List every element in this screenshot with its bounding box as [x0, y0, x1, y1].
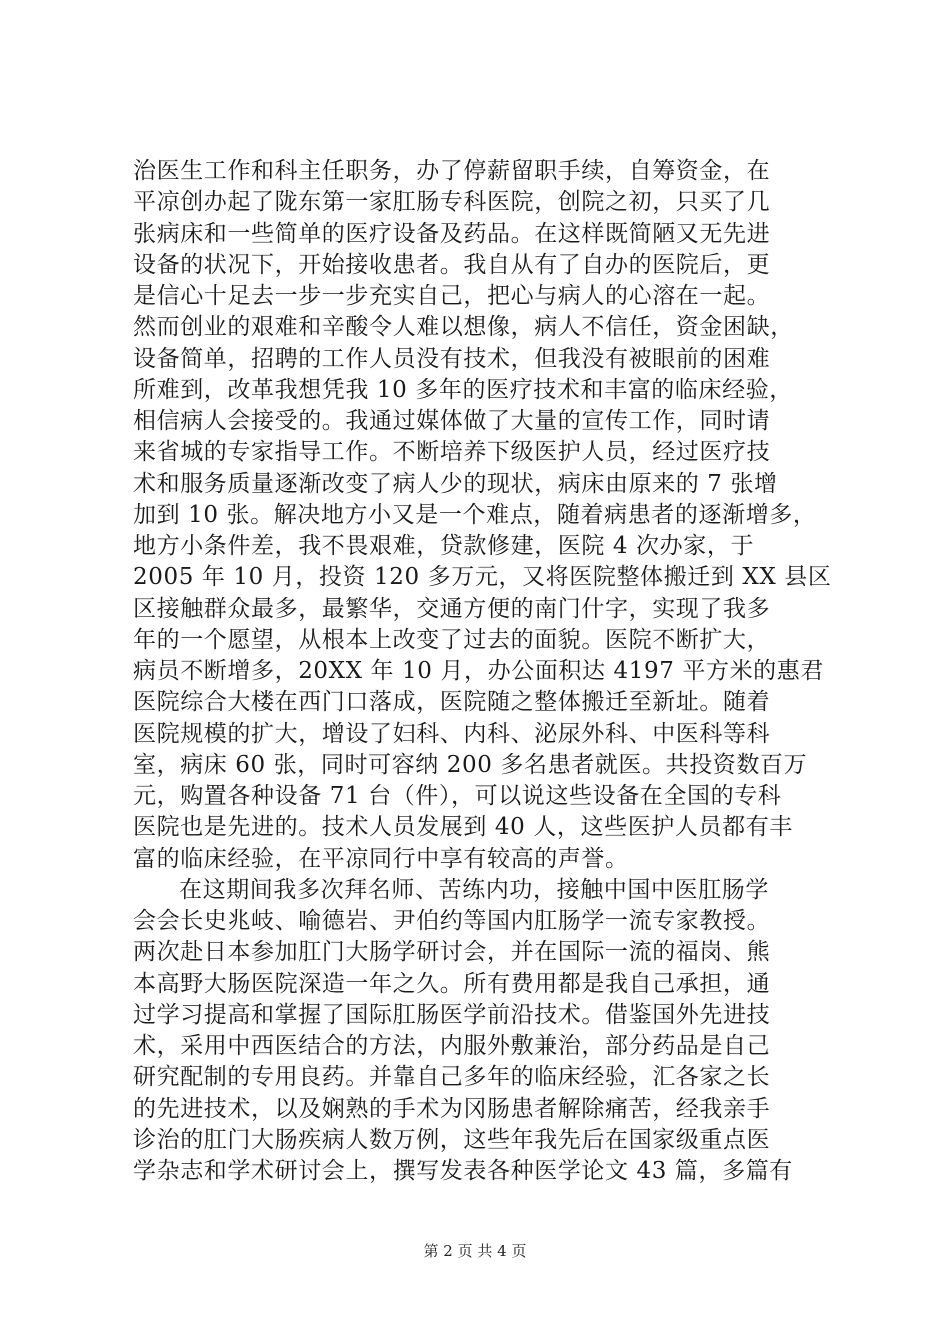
text-line: 学杂志和学术研讨会上，撰写发表各种医学论文 43 篇，多篇有 [133, 1158, 793, 1184]
text-line: 术和服务质量逐渐改变了病人少的现状，病床由原来的 7 张增 [133, 470, 778, 497]
text-line: 加到 10 张。解决地方小又是一个难点，随着病患者的逐渐增多， [133, 501, 817, 528]
text-line: 诊治的肛门大肠疾病人数万例，这些年我先后在国家级重点医 [133, 1126, 771, 1153]
text-line: 术，采用中西医结合的方法，内服外敷兼治，部分药品是自己 [133, 1033, 771, 1059]
text-line: 来省城的专家指导工作。不断培养下级医护人员，经过医疗技 [133, 439, 771, 466]
text-line: 所难到，改革我想凭我 10 多年的医疗技术和丰富的临床经验， [133, 376, 793, 403]
text-line: 室，病床 60 张，同时可容纳 200 多名患者就医。共投资数百万 [133, 751, 808, 778]
text-line: 区接触群众最多，最繁华，交通方便的南门什字，实现了我多 [133, 595, 771, 622]
text-line: 过学习提高和掌握了国际肛肠医学前沿技术。借鉴国外先进技 [133, 1001, 771, 1028]
text-line: 医院也是先进的。技术人员发展到 40 人，这些医护人员都有丰 [133, 814, 793, 841]
text-line: 的先进技术，以及娴熟的手术为冈肠患者解除痛苦，经我亲手 [133, 1095, 771, 1122]
text-line: 病员不断增多，20XX 年 10 月，办公面积达 4197 平方米的惠君 [133, 658, 824, 684]
text-line: 年的一个愿望，从根本上改变了过去的面貌。医院不断扩大， [133, 626, 771, 653]
text-line: 会会长史兆岐、喻德岩、尹伯约等国内肛肠学一流专家教授。 [133, 908, 771, 934]
text-line: 医院规模的扩大，增设了妇科、内科、泌尿外科、中医科等科 [133, 720, 771, 747]
text-line: 相信病人会接受的。我通过媒体做了大量的宣传工作，同时请 [133, 408, 771, 434]
text-line: 是信心十足去一步一步充实自己，把心与病人的心溶在一起。 [133, 283, 771, 309]
text-line: 张病床和一些简单的医疗设备及药品。在这样既简陋又无先进 [133, 220, 771, 247]
text-line: 治医生工作和科主任职务，办了停薪留职手续，自筹资金，在 [133, 158, 771, 184]
text-line: 研究配制的专用良药。并靠自己多年的临床经验，汇各家之长 [133, 1064, 771, 1091]
body-text [133, 156, 832, 1187]
text-line: 医院综合大楼在西门口落成，医院随之整体搬迁至新址。随着 [133, 689, 771, 716]
text-line: 2005 年 10 月，投资 120 多万元，又将医院整体搬迁到 XX 县区 [133, 564, 832, 591]
page-number-footer: 第 2 页 共 4 页 [423, 1242, 527, 1260]
text-line: 然而创业的艰难和辛酸令人难以想像，病人不信任，资金困缺， [133, 314, 794, 341]
paragraph-start-line: 在这期间我多次拜名师、苦练内功，接触中国中医肛肠学 [179, 876, 769, 903]
text-line: 平凉创办起了陇东第一家肛肠专科医院，创院之初，只买了几 [133, 189, 771, 216]
text-line: 本高野大肠医院深造一年之久。所有费用都是我自己承担，通 [133, 970, 771, 997]
text-line: 两次赴日本参加肛门大肠学研讨会，并在国际一流的福岗、熊 [133, 939, 771, 966]
text-line: 元，购置各种设备 71 台（件），可以说这些设备在全国的专科 [133, 783, 782, 809]
text-line: 设备简单，招聘的工作人员没有技术，但我没有被眼前的困难 [133, 345, 771, 372]
text-line: 设备的状况下，开始接收患者。我自从有了自办的医院后，更 [133, 251, 771, 278]
text-line: 地方小条件差，我不畏艰难，贷款修建，医院 4 次办家，于 [133, 533, 755, 559]
text-line: 富的临床经验，在平凉同行中享有较高的声誉。 [133, 845, 629, 872]
